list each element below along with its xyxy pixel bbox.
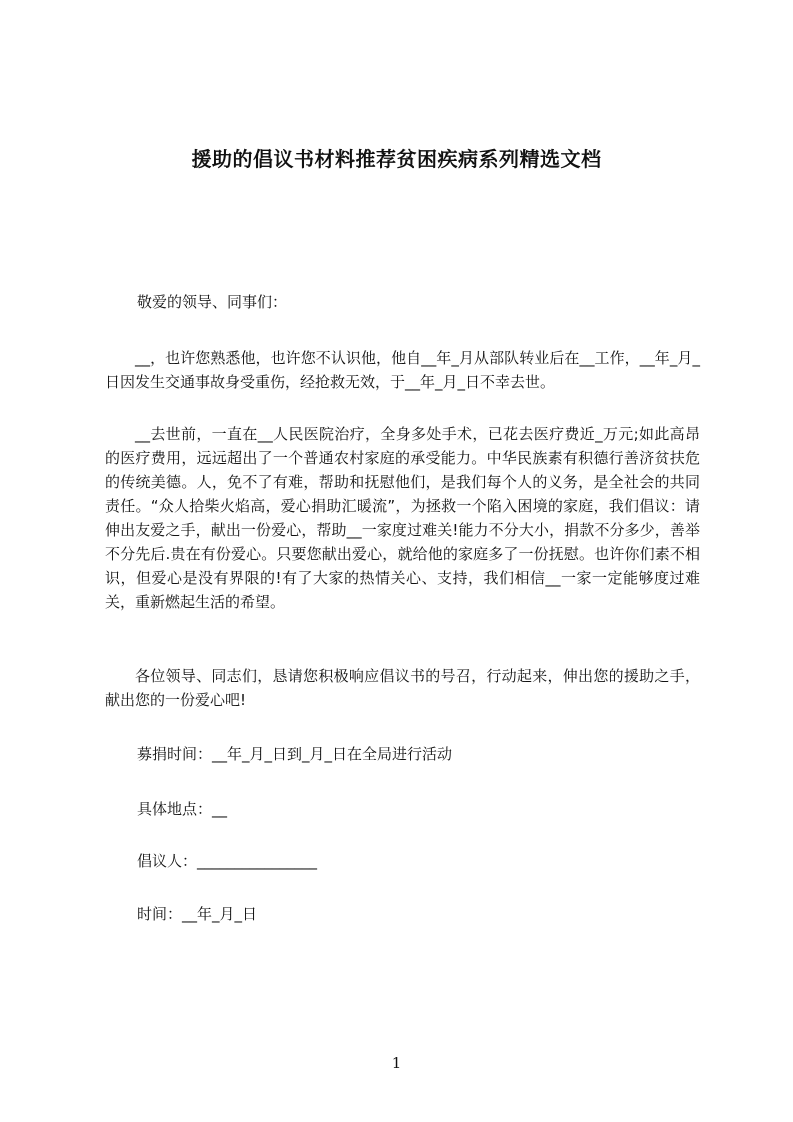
date-line: 时间：__年_月_日 xyxy=(137,905,258,923)
paragraph-3: 各位领导、同志们，恳请您积极响应倡议书的号召，行动起来，伸出您的援助之手，献出您的一份爱心吧! xyxy=(105,667,700,709)
document-title: 援助的倡议书材料推荐贫困疾病系列精选文档 xyxy=(191,147,602,171)
location: 具体地点：__ xyxy=(137,800,228,818)
initiator: 倡议人：________________ xyxy=(137,852,318,870)
paragraph-1: __，也许您熟悉他，也许您不认识他，他自__年_月从部队转业后在__工作，__年_月_日因发生交通事故身受重伤，经抢救无效，于__年_月_日不幸去世。 xyxy=(105,349,700,391)
salutation: 敬爱的领导、同事们： xyxy=(137,293,288,311)
page-number: 1 xyxy=(391,1054,402,1072)
paragraph-2: __去世前，一直在__人民医院治疗，全身多处手术，已花去医疗费近_万元;如此高昂的医疗费用，远远超出了一个普通农村家庭的承受能力。中华民族素有积德行善济贫扶危的传统美德。人，免不了有难，帮助和抚慰他们，是我们每个人的义务，是全社会的共同责任。“众人拾柴火焰高，爱心捐助汇暖流”，为拯救一个陷入困境的家庭，我们倡议：请伸出友爱之手，献出一份爱心，帮助__一家度过难关!能力不分大小，捐款不分多少，善举不分先后.贵在有份爱心。只要您献出爱心，就给他的家庭多了一份抚慰。也许你们素不相识，但爱心是没有界限的!有了大家的热情关心、支持，我们相信__一家一定能够度过难关，重新燃起生活的希望。 xyxy=(105,425,700,611)
donation-time: 募捐时间：__年_月_日到_月_日在全局进行活动 xyxy=(137,745,453,763)
